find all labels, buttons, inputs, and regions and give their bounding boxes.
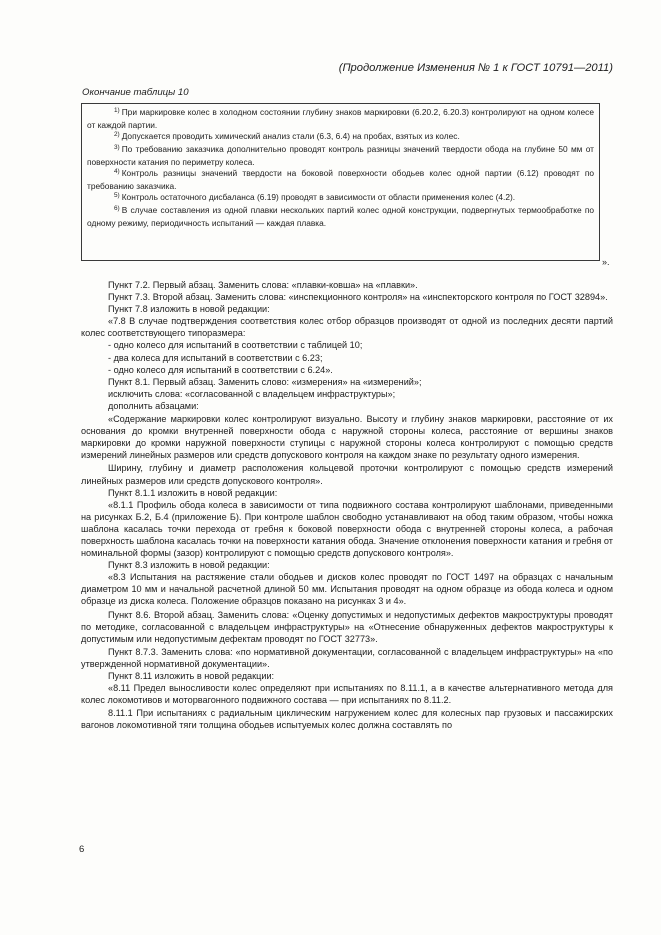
paragraph: Пункт 8.7.3. Заменить слова: «по нормативной документации, согласованной с владельцем инфраструктуры» на «по утвержденной нормативной документации». [81, 646, 613, 669]
paragraph: Пункт 8.1. Первый абзац. Заменить слово: «измерения» на «измерений»; [108, 376, 422, 387]
footnote [87, 192, 594, 205]
paragraph: «Содержание маркировки колес контролируют визуально. Высоту и глубину знаков маркировки, расстояние от их основания до кромки внутренней поверхности обода с наружной стороны колеса, расстояние от вершины знаков маркировки до кромки наружной поверхности ступицы с наружной стороны колеса контролируют с помощью средств измерений линейных размеров или средств допускового контроля на каждом знаке по результату одного измерения. [81, 414, 613, 461]
paragraph: Пункт 8.11 изложить в новой редакции: [108, 671, 275, 681]
table-footnotes-box [81, 103, 600, 261]
footnote-text: Контроль остаточного дисбаланса (6.19) проводят в зависимости от области применения колес (4.2). [121, 191, 516, 202]
footnote [87, 107, 594, 131]
footnote-text: В случае составления из одной плавки нескольких партий колес одной конструкции, подвергнутых термообработке по одному режиму, периодичность испытаний — каждая плавка. [87, 204, 594, 228]
paragraph: «7.8 В случае подтверждения соответствия колес отбор образцов производят от одной из последних десяти партий колес соответствующего типоразмера: [81, 316, 613, 339]
footnote-mark: 2) [114, 130, 120, 138]
paragraph: Пункт 8.6. Второй абзац. Заменить слова: «Оценку допустимых и недопустимых дефектов макроструктуры проводят по методике, согласованной с владельцем инфраструктуры» на «Отнесение обнаруженных дефектов макроструктуры к допустимым или недопустимым дефектам проводят по ГОСТ 32773». [81, 609, 613, 644]
paragraph: Пункт 7.3. Второй абзац. Заменить слова: «инспекционного контроля» на «инспекторского контроля по ГОСТ 32894». [108, 292, 608, 303]
footnote [87, 144, 594, 168]
paragraph: Пункт 7.2. Первый абзац. Заменить слова: «плавки-ковша» на «плавки». [108, 280, 418, 290]
paragraph: Пункт 8.3 изложить в новой редакции: [108, 560, 270, 571]
footnote-mark: 1) [114, 107, 120, 114]
footnote [87, 168, 594, 192]
footnote [87, 205, 594, 229]
footnote-mark: 3) [114, 143, 120, 151]
footnote-mark: 5) [114, 191, 120, 199]
paragraph: дополнить абзацами: [108, 400, 199, 411]
footnote [87, 131, 594, 144]
footnote-mark: 6) [114, 204, 120, 212]
document-body [81, 279, 613, 731]
paragraph: Ширину, глубину и диаметр расположения кольцевой проточки контролируют с помощью средств измерений линейных размеров или средств допускового контроля». [81, 463, 613, 486]
page-number: 6 [79, 844, 85, 855]
paragraph: 8.11.1 При испытаниях с радиальным циклическим нагружением колес для колесных пар грузовых и пассажирских вагонов локомотивной тяги толщина ободьев испытуемых колес должна составлять по [81, 708, 613, 731]
footnote-text: По требованию заказчика дополнительно проводят контроль разницы значений твердости обода на глубине 50 мм от поверхности катания по периметру колеса. [87, 143, 594, 167]
footnote-text: При маркировке колес в холодном состоянии глубину знаков маркировки (6.20.2, 6.20.3) контролируют на одном колесе от каждой партии. [87, 107, 594, 130]
table-ending-caption: Окончание таблицы 10 [82, 87, 189, 98]
footnote-text: Контроль разницы значений твердости на боковой поверхности ободьев колес одной партии (6.12) проводят по требованию заказчика. [87, 167, 594, 191]
paragraph: «8.11 Предел выносливости колес определяют при испытаниях по 8.11.1, а в качестве альтернативного метода для колес локомотивов и моторвагонного подвижного состава — при испытаниях по 8.11.2. [81, 683, 613, 706]
list-item: - одно колесо для испытаний в соответствии с таблицей 10; [108, 340, 363, 351]
paragraph: исключить слова: «согласованной с владельцем инфраструктуры»; [108, 388, 396, 399]
list-item: - одно колесо для испытаний в соответствии с 6.24». [108, 364, 333, 375]
paragraph: Пункт 8.1.1 изложить в новой редакции: [108, 487, 278, 498]
paragraph: Пункт 7.8 изложить в новой редакции: [108, 304, 270, 315]
list-item: - два колеса для испытаний в соответствии с 6.23; [108, 352, 323, 363]
paragraph: «8.3 Испытания на растяжение стали ободьев и дисков колес проводят по ГОСТ 1497 на образцах с начальным диаметром 10 мм и начальной расчетной длиной 50 мм. Испытания проводят на одном образце из обода колеса и одном образце из диска колеса. Положение образцов показано на рисунках 3 и 4». [81, 572, 613, 607]
paragraph: «8.1.1 Профиль обода колеса в зависимости от типа подвижного состава контролируют шаблонами, приведенными на рисунках Б.2, Б.4 (приложение Б). При контроле шаблон свободно устанавливают на обод таким образом, чтобы ножка шаблона касалась точки перехода от гребня к боковой поверхности обода с внутренней стороны колеса, а рабочая поверхность шаблона касалась точки на поверхности катания обода. Значение отклонения поверхности катания и гребня от номинальной формы (зазор) контролируют с помощью средств допускового контроля». [81, 499, 613, 559]
footnote-text: Допускается проводить химический анализ стали (6.3, 6.4) на пробах, взятых из колес. [121, 130, 460, 141]
closing-quote-mark: ». [602, 257, 610, 267]
footnote-mark: 4) [114, 167, 120, 175]
running-header: (Продолжение Изменения № 1 к ГОСТ 10791—2011) [338, 62, 613, 74]
